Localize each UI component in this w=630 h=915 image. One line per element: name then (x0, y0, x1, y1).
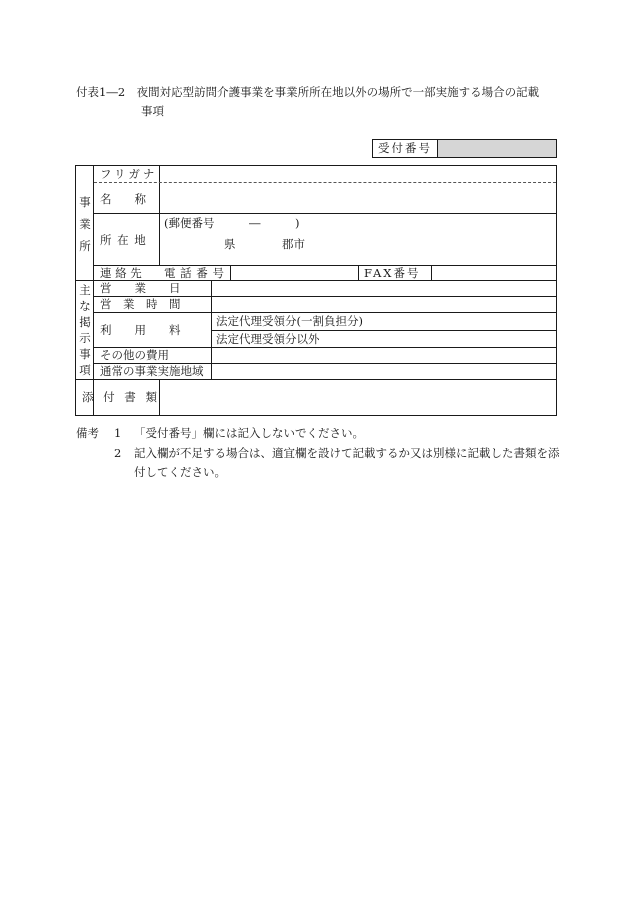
furigana-label: フリガナ (100, 167, 158, 181)
fax-number-label: FAX番号 (364, 266, 421, 280)
business-days-label: 営 業 日 (100, 281, 181, 295)
form-title-line1: 付表1―2 夜間対応型訪問介護事業を事業所所在地以外の場所で一部実施する場合の記載 (76, 85, 540, 99)
usage-fee-label: 利 用 料 (100, 323, 181, 337)
fee-non-legal-proxy-label: 法定代理受領分以外 (216, 332, 320, 346)
business-days-field[interactable] (214, 281, 555, 295)
remark-item-2 (76, 444, 566, 483)
remarks-header: 備考 (76, 426, 99, 440)
receipt-number-label: 受付番号 (373, 140, 438, 157)
remark-number: 1 (114, 426, 122, 440)
service-area-label: 通常の事業実施地域 (100, 364, 204, 378)
prefecture-label: 県 (224, 237, 236, 251)
furigana-field[interactable] (160, 167, 556, 181)
form-title (76, 83, 566, 121)
other-costs-field[interactable] (214, 348, 555, 362)
application-form-table (75, 165, 557, 416)
remark-item-1 (76, 424, 566, 444)
postal-code-prefix: (郵便番号 ― ) (164, 216, 300, 230)
phone-number-label: 電 話 番 号 (164, 266, 225, 280)
fee-legal-proxy-label: 法定代理受領分(一割負担分) (216, 314, 363, 328)
remark-number: 2 (114, 445, 122, 460)
form-title-line2: 事項 (141, 104, 164, 118)
phone-number-field[interactable] (232, 266, 357, 280)
service-area-field[interactable] (214, 364, 555, 378)
attachments-field[interactable] (162, 382, 555, 413)
office-name-field[interactable] (160, 184, 556, 212)
remark-text: 「受付番号」欄には記入しないでください。 (134, 426, 364, 440)
office-name-label: 名 称 (100, 192, 146, 206)
section-main-items-label: 主な掲示事項 (79, 283, 91, 377)
section-office-label: 事業所 (79, 195, 91, 253)
receipt-number-field[interactable] (438, 140, 556, 157)
remark-text: 記入欄が不足する場合は、適宜欄を設けて記載するか又は別様に記載した書類を添付してください。 (134, 445, 560, 479)
other-costs-label: その他の費用 (100, 348, 169, 362)
receipt-number-box (372, 139, 557, 158)
contact-label: 連 絡 先 (100, 266, 142, 280)
address-label: 所 在 地 (100, 233, 147, 247)
fax-number-field[interactable] (433, 266, 555, 280)
business-hours-field[interactable] (214, 297, 555, 311)
attachments-label: 添 付 書 類 (82, 390, 160, 404)
business-hours-label: 営 業 時 間 (100, 297, 181, 311)
remarks (76, 424, 566, 483)
county-city-label: 郡市 (282, 237, 305, 251)
